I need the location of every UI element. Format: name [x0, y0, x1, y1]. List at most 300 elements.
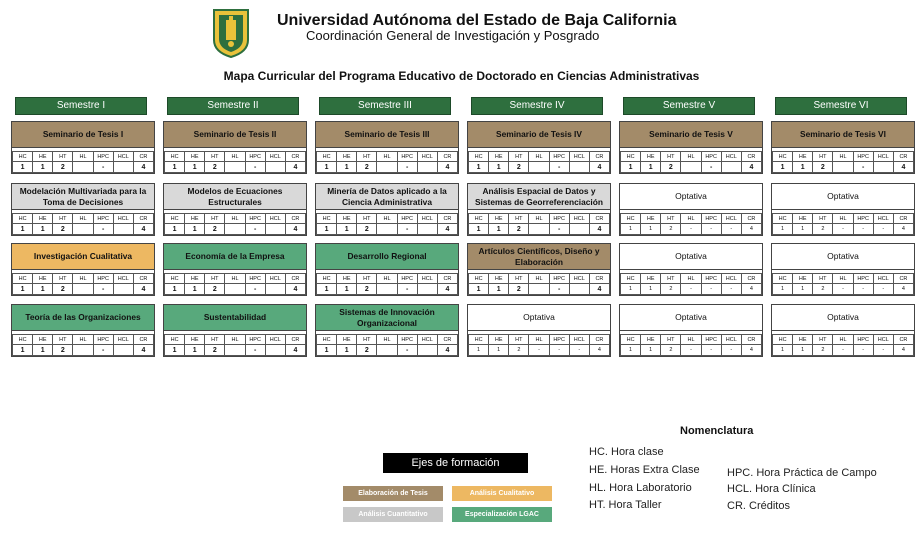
hours-value-cell: 2 — [53, 224, 73, 235]
course-title: Seminario de Tesis V — [620, 122, 762, 148]
course-card — [11, 243, 155, 296]
course-title: Teoría de las Organizaciones — [12, 305, 154, 331]
hours-value-cell: 1 — [773, 284, 793, 295]
hours-table — [12, 151, 154, 173]
hours-header-cell: HC — [13, 214, 33, 224]
hours-header-cell: HT — [813, 152, 833, 162]
hours-value-cell: 2 — [661, 284, 681, 295]
hours-header-cell: HE — [337, 335, 357, 345]
course-title: Optativa — [620, 244, 762, 270]
hours-value-cell: 1 — [773, 345, 793, 356]
course-card — [771, 243, 915, 296]
hours-value-cell — [569, 284, 589, 295]
hours-value-cell: 2 — [357, 162, 377, 173]
course-card — [619, 304, 763, 357]
hours-value-cell — [225, 284, 245, 295]
hours-table — [620, 273, 762, 295]
hours-header-cell: HE — [793, 214, 813, 224]
hours-value-cell: 1 — [337, 345, 357, 356]
hours-value-cell — [113, 162, 133, 173]
hours-header-cell: HPC — [853, 214, 873, 224]
hours-value-cell: 1 — [165, 345, 185, 356]
hours-header-cell: HCL — [873, 274, 893, 284]
hours-header-cell: HL — [833, 335, 853, 345]
hours-header-cell: HT — [661, 152, 681, 162]
hours-header-cell: HL — [73, 152, 93, 162]
course-card — [11, 183, 155, 236]
hours-header-cell: HE — [185, 152, 205, 162]
map-title: Mapa Curricular del Programa Educativo de Doctorado en Ciencias Administrativas — [223, 69, 700, 83]
hours-value-cell: 4 — [133, 345, 153, 356]
hours-header-cell: HPC — [549, 335, 569, 345]
hours-value-cell: 2 — [205, 284, 225, 295]
course-title: Desarrollo Regional — [316, 244, 458, 270]
hours-value-cell — [529, 284, 549, 295]
hours-value-cell: 4 — [589, 224, 609, 235]
hours-table — [12, 334, 154, 356]
hours-header-cell: HC — [13, 274, 33, 284]
hours-value-cell: - — [93, 224, 113, 235]
hours-header-cell: HL — [681, 214, 701, 224]
university-seal-icon — [212, 8, 250, 58]
hours-value-cell: - — [93, 345, 113, 356]
hours-header-cell: HT — [53, 152, 73, 162]
hours-value-cell — [529, 162, 549, 173]
course-card — [619, 243, 763, 296]
hours-header-cell: HCL — [265, 152, 285, 162]
hours-header-cell: CR — [437, 274, 457, 284]
hours-value-cell: 1 — [33, 224, 53, 235]
nomenclature-title: Nomenclatura — [680, 425, 754, 437]
semester-label: Semestre II — [167, 97, 299, 115]
hours-value-cell: 1 — [621, 345, 641, 356]
course-card — [163, 304, 307, 357]
coordination-name: Coordinación General de Investigación y Posgrado — [306, 28, 600, 43]
hours-header-cell: HL — [377, 335, 397, 345]
hours-value-cell — [73, 224, 93, 235]
hours-value-cell: 1 — [337, 224, 357, 235]
hours-header-cell: HC — [317, 335, 337, 345]
hours-header-cell: HE — [185, 335, 205, 345]
hours-header-cell: CR — [589, 274, 609, 284]
course-title: Sustentabilidad — [164, 305, 306, 331]
hours-value-cell: 4 — [589, 162, 609, 173]
hours-value-cell: - — [833, 284, 853, 295]
hours-header-cell: HCL — [265, 274, 285, 284]
hours-header-cell: HC — [621, 335, 641, 345]
hours-value-cell: - — [549, 284, 569, 295]
course-card — [315, 121, 459, 174]
hours-header-cell: HE — [33, 335, 53, 345]
hours-header-cell: HT — [53, 214, 73, 224]
hours-header-cell: HCL — [265, 214, 285, 224]
hours-value-cell: 1 — [13, 162, 33, 173]
hours-header-cell: HE — [337, 214, 357, 224]
course-title: Optativa — [772, 184, 914, 210]
hours-header-cell: CR — [285, 274, 305, 284]
university-name: Universidad Autónoma del Estado de Baja California — [277, 12, 677, 29]
hours-value-cell: 4 — [589, 345, 609, 356]
hours-header-cell: HE — [793, 152, 813, 162]
hours-value-cell: 4 — [285, 224, 305, 235]
hours-header-cell: HC — [13, 335, 33, 345]
hours-header-cell: HT — [509, 274, 529, 284]
hours-value-cell: 2 — [813, 345, 833, 356]
hours-value-cell: 4 — [437, 345, 457, 356]
course-title: Optativa — [468, 305, 610, 331]
hours-value-cell — [569, 162, 589, 173]
hours-value-cell: 1 — [469, 224, 489, 235]
hours-header-cell: HCL — [569, 335, 589, 345]
hours-value-cell: 2 — [205, 224, 225, 235]
nomenclature-item: HCL. Hora Clínica — [727, 483, 816, 495]
hours-value-cell: - — [721, 345, 741, 356]
hours-table — [468, 273, 610, 295]
hours-table — [620, 213, 762, 235]
hours-value-cell: 2 — [357, 345, 377, 356]
hours-value-cell: 1 — [773, 162, 793, 173]
hours-value-cell: 1 — [317, 162, 337, 173]
hours-table — [468, 151, 610, 173]
hours-value-cell: 1 — [33, 162, 53, 173]
hours-header-cell: HCL — [873, 335, 893, 345]
hours-value-cell: 4 — [133, 224, 153, 235]
hours-header-cell: HCL — [721, 335, 741, 345]
hours-value-cell — [265, 345, 285, 356]
hours-header-cell: HL — [377, 274, 397, 284]
hours-value-cell — [265, 224, 285, 235]
hours-value-cell: - — [93, 284, 113, 295]
course-card — [315, 243, 459, 296]
hours-table — [772, 151, 914, 173]
hours-header-cell: HT — [357, 152, 377, 162]
course-card — [315, 304, 459, 357]
hours-value-cell: - — [853, 224, 873, 235]
hours-header-cell: HC — [469, 214, 489, 224]
hours-value-cell: 4 — [285, 284, 305, 295]
hours-value-cell — [73, 284, 93, 295]
course-title: Seminario de Tesis IV — [468, 122, 610, 148]
course-title: Seminario de Tesis II — [164, 122, 306, 148]
hours-header-cell: HC — [165, 335, 185, 345]
hours-header-cell: HE — [337, 274, 357, 284]
hours-value-cell: - — [529, 345, 549, 356]
semester-column — [11, 97, 155, 367]
course-title: Artículos Científicos, Diseño y Elaboración — [468, 244, 610, 270]
hours-value-cell: 1 — [641, 345, 661, 356]
hours-header-cell: HE — [33, 152, 53, 162]
course-title: Seminario de Tesis III — [316, 122, 458, 148]
hours-header-cell: HT — [53, 335, 73, 345]
hours-header-cell: HE — [641, 274, 661, 284]
hours-value-cell: 4 — [893, 345, 913, 356]
hours-header-cell: HT — [357, 335, 377, 345]
hours-value-cell: 1 — [317, 224, 337, 235]
hours-value-cell — [417, 224, 437, 235]
hours-value-cell: - — [833, 224, 853, 235]
hours-header-cell: HPC — [397, 214, 417, 224]
hours-header-cell: HT — [813, 214, 833, 224]
legend-label: Análisis Cuantitativo — [358, 511, 428, 518]
hours-value-cell: - — [397, 345, 417, 356]
hours-header-cell: HPC — [853, 274, 873, 284]
hours-header-cell: HPC — [853, 152, 873, 162]
hours-header-cell: HT — [509, 214, 529, 224]
hours-value-cell: 1 — [317, 284, 337, 295]
hours-value-cell: - — [853, 345, 873, 356]
hours-value-cell: 1 — [165, 284, 185, 295]
hours-header-cell: HCL — [417, 335, 437, 345]
hours-header-cell: HL — [529, 335, 549, 345]
hours-value-cell — [377, 162, 397, 173]
hours-header-cell: HC — [317, 214, 337, 224]
hours-value-cell: 4 — [893, 284, 913, 295]
hours-value-cell: - — [397, 162, 417, 173]
hours-value-cell: 1 — [165, 224, 185, 235]
hours-table — [164, 151, 306, 173]
hours-value-cell: - — [873, 284, 893, 295]
semester-column — [467, 97, 611, 367]
hours-value-cell — [529, 224, 549, 235]
hours-value-cell: 1 — [33, 284, 53, 295]
hours-table — [468, 213, 610, 235]
nomenclature-item: HL. Hora Laboratorio — [589, 482, 692, 494]
hours-value-cell: - — [245, 345, 265, 356]
hours-header-cell: HL — [529, 152, 549, 162]
hours-table — [12, 273, 154, 295]
course-title: Seminario de Tesis VI — [772, 122, 914, 148]
hours-value-cell — [225, 345, 245, 356]
hours-value-cell: - — [549, 345, 569, 356]
hours-header-cell: HL — [833, 152, 853, 162]
hours-header-cell: HC — [621, 152, 641, 162]
hours-value-cell: 2 — [53, 162, 73, 173]
hours-header-cell: HPC — [701, 335, 721, 345]
course-card — [11, 304, 155, 357]
hours-value-cell: 1 — [621, 162, 641, 173]
hours-header-cell: HE — [641, 335, 661, 345]
semester-column — [163, 97, 307, 367]
hours-value-cell: 1 — [621, 284, 641, 295]
hours-value-cell: 4 — [893, 224, 913, 235]
legend-label: Elaboración de Tesis — [358, 490, 428, 497]
hours-value-cell: 1 — [185, 162, 205, 173]
hours-header-cell: HL — [681, 152, 701, 162]
course-title: Modelos de Ecuaciones Estructurales — [164, 184, 306, 210]
course-title: Minería de Datos aplicado a la Ciencia Administrativa — [316, 184, 458, 210]
hours-header-cell: HT — [509, 335, 529, 345]
hours-header-cell: CR — [741, 274, 761, 284]
hours-value-cell: 4 — [741, 284, 761, 295]
hours-table — [164, 273, 306, 295]
hours-value-cell: 2 — [661, 224, 681, 235]
hours-value-cell — [73, 345, 93, 356]
hours-value-cell: 2 — [661, 162, 681, 173]
hours-header-cell: HPC — [93, 335, 113, 345]
course-card — [467, 183, 611, 236]
hours-header-cell: HPC — [549, 214, 569, 224]
hours-table — [12, 213, 154, 235]
hours-value-cell: 1 — [337, 162, 357, 173]
hours-value-cell: - — [853, 162, 873, 173]
hours-header-cell: HT — [357, 274, 377, 284]
hours-value-cell: 4 — [741, 162, 761, 173]
legend-quantitative — [343, 507, 443, 522]
hours-header-cell: HC — [621, 274, 641, 284]
hours-value-cell: 1 — [641, 224, 661, 235]
course-title: Análisis Espacial de Datos y Sistemas de Georreferenciación — [468, 184, 610, 210]
hours-table — [772, 213, 914, 235]
hours-header-cell: HCL — [417, 152, 437, 162]
hours-value-cell — [73, 162, 93, 173]
hours-header-cell: HCL — [569, 152, 589, 162]
hours-header-cell: HCL — [873, 152, 893, 162]
hours-header-cell: HE — [185, 214, 205, 224]
hours-header-cell: HT — [661, 214, 681, 224]
hours-value-cell: - — [721, 284, 741, 295]
hours-value-cell — [377, 224, 397, 235]
hours-table — [164, 213, 306, 235]
hours-header-cell: CR — [437, 335, 457, 345]
hours-header-cell: HL — [225, 152, 245, 162]
hours-header-cell: HPC — [397, 152, 417, 162]
hours-header-cell: CR — [893, 214, 913, 224]
hours-header-cell: HPC — [93, 214, 113, 224]
hours-value-cell: 1 — [337, 284, 357, 295]
hours-header-cell: HL — [225, 274, 245, 284]
semester-column — [315, 97, 459, 367]
hours-value-cell — [721, 162, 741, 173]
semester-label: Semestre V — [623, 97, 755, 115]
hours-table — [620, 334, 762, 356]
hours-value-cell: - — [873, 345, 893, 356]
course-title: Optativa — [772, 244, 914, 270]
hours-value-cell: 4 — [285, 345, 305, 356]
hours-header-cell: HE — [641, 214, 661, 224]
hours-header-cell: CR — [133, 214, 153, 224]
hours-value-cell: 1 — [621, 224, 641, 235]
hours-value-cell: - — [701, 162, 721, 173]
hours-header-cell: HL — [833, 274, 853, 284]
hours-header-cell: HL — [529, 274, 549, 284]
hours-value-cell: 2 — [53, 284, 73, 295]
hours-value-cell: 2 — [357, 284, 377, 295]
hours-value-cell: 1 — [13, 345, 33, 356]
hours-value-cell: 4 — [437, 224, 457, 235]
semester-column — [771, 97, 915, 367]
hours-header-cell: HL — [681, 274, 701, 284]
semester-label: Semestre VI — [775, 97, 907, 115]
hours-value-cell: - — [873, 224, 893, 235]
hours-header-cell: HL — [225, 214, 245, 224]
hours-value-cell: - — [701, 345, 721, 356]
course-card — [467, 243, 611, 296]
hours-header-cell: HC — [469, 274, 489, 284]
hours-value-cell: 1 — [489, 162, 509, 173]
hours-header-cell: HCL — [417, 274, 437, 284]
hours-value-cell: - — [397, 284, 417, 295]
hours-value-cell: 4 — [741, 345, 761, 356]
hours-header-cell: HCL — [113, 152, 133, 162]
hours-header-cell: HPC — [701, 214, 721, 224]
hours-value-cell: 4 — [133, 162, 153, 173]
hours-value-cell: - — [833, 345, 853, 356]
hours-value-cell: 1 — [165, 162, 185, 173]
hours-value-cell — [265, 162, 285, 173]
header — [212, 8, 732, 62]
hours-value-cell: 4 — [741, 224, 761, 235]
hours-header-cell: HC — [469, 335, 489, 345]
hours-value-cell: 4 — [893, 162, 913, 173]
legend-label: Especialización LGAC — [465, 511, 539, 518]
hours-value-cell: - — [397, 224, 417, 235]
hours-value-cell: 4 — [437, 284, 457, 295]
hours-header-cell: HE — [337, 152, 357, 162]
hours-table — [772, 273, 914, 295]
hours-header-cell: HCL — [569, 214, 589, 224]
hours-header-cell: HC — [317, 274, 337, 284]
hours-value-cell — [569, 224, 589, 235]
hours-value-cell: - — [93, 162, 113, 173]
legend-qualitative — [452, 486, 552, 501]
hours-value-cell: 2 — [205, 162, 225, 173]
hours-value-cell: 2 — [813, 224, 833, 235]
nomenclature-item: HT. Hora Taller — [589, 499, 662, 511]
hours-header-cell: HCL — [113, 214, 133, 224]
hours-header-cell: HPC — [93, 274, 113, 284]
hours-value-cell: 1 — [489, 224, 509, 235]
course-title: Sistemas de Innovación Organizacional — [316, 305, 458, 331]
hours-value-cell: 4 — [437, 162, 457, 173]
hours-value-cell: 1 — [185, 284, 205, 295]
hours-header-cell: HPC — [245, 274, 265, 284]
hours-header-cell: CR — [437, 214, 457, 224]
hours-table — [164, 334, 306, 356]
hours-header-cell: HT — [205, 152, 225, 162]
hours-value-cell: - — [245, 162, 265, 173]
hours-value-cell: - — [681, 284, 701, 295]
hours-header-cell: HL — [225, 335, 245, 345]
hours-header-cell: HL — [681, 335, 701, 345]
hours-header-cell: HL — [73, 214, 93, 224]
course-card — [467, 304, 611, 357]
hours-header-cell: HC — [621, 214, 641, 224]
hours-header-cell: HT — [205, 335, 225, 345]
nomenclature-item: HPC. Hora Práctica de Campo — [727, 467, 877, 479]
hours-header-cell: CR — [285, 335, 305, 345]
hours-header-cell: HT — [53, 274, 73, 284]
semester-label: Semestre I — [15, 97, 147, 115]
hours-header-cell: HT — [509, 152, 529, 162]
legend-title: Ejes de formación — [383, 453, 528, 473]
hours-value-cell — [113, 224, 133, 235]
hours-value-cell: 1 — [469, 284, 489, 295]
hours-header-cell: HT — [813, 274, 833, 284]
hours-header-cell: CR — [285, 214, 305, 224]
legend-label: Análisis Cualitativo — [469, 490, 535, 497]
hours-value-cell: 2 — [509, 224, 529, 235]
hours-value-cell: 1 — [641, 162, 661, 173]
hours-header-cell: CR — [893, 335, 913, 345]
hours-header-cell: CR — [133, 152, 153, 162]
hours-header-cell: HCL — [873, 214, 893, 224]
hours-header-cell: CR — [589, 335, 609, 345]
hours-header-cell: HL — [377, 152, 397, 162]
hours-header-cell: HT — [661, 335, 681, 345]
hours-header-cell: CR — [437, 152, 457, 162]
hours-header-cell: HE — [33, 274, 53, 284]
course-card — [771, 183, 915, 236]
